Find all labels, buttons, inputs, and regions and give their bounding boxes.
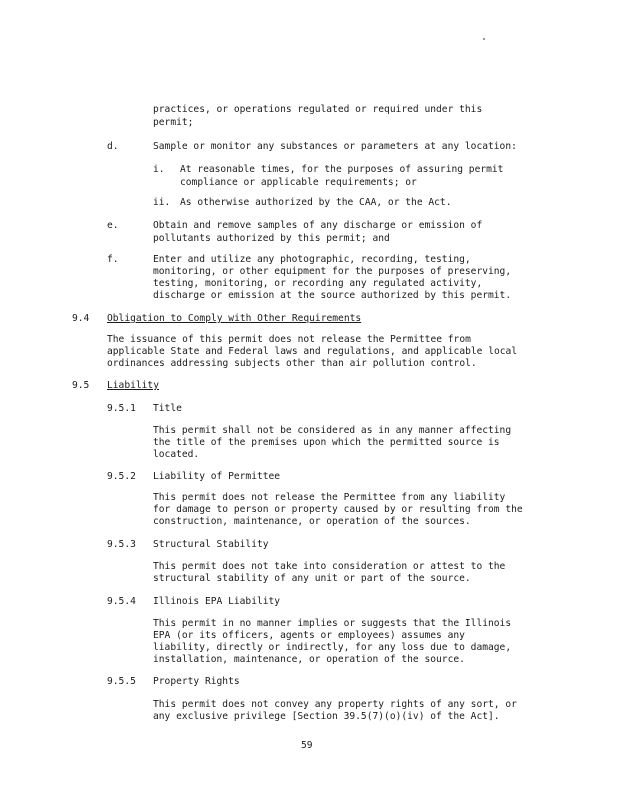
subsection-9-5-4-line-1: This permit in no manner implies or suggests that the Illinois xyxy=(153,618,512,629)
intro-line-1: practices, or operations regulated or required under this xyxy=(153,104,483,115)
item-d-ii-text: As otherwise authorized by the CAA, or the Act. xyxy=(180,197,452,208)
item-f-label: f. xyxy=(107,254,119,265)
item-d-i-label: i. xyxy=(153,164,165,175)
subsection-9-5-5-line-2: any exclusive privilege [Section 39.5(7)(o)(iv) of the Act]. xyxy=(153,711,500,722)
subsection-9-5-4-line-3: liability, directly or indirectly, for any loss due to damage, xyxy=(153,642,512,653)
page-number: 59 xyxy=(301,740,313,751)
subsection-9-5-4-line-4: installation, maintenance, or operation of the source. xyxy=(153,654,465,665)
item-e-line-1: Obtain and remove samples of any discharge or emission of xyxy=(153,220,483,231)
section-9-5-title: Liability xyxy=(107,380,159,391)
item-f-line-4: discharge or emission at the source authorized by this permit. xyxy=(153,290,512,301)
section-9-4-number: 9.4 xyxy=(72,313,90,324)
section-9-5-number: 9.5 xyxy=(72,380,90,391)
item-f-line-3: testing, monitoring, or recording any regulated activity, xyxy=(153,278,483,289)
item-d-ii-label: ii. xyxy=(153,197,171,208)
item-e-label: e. xyxy=(107,220,119,231)
item-f-line-2: monitoring, or other equipment for the purposes of preserving, xyxy=(153,266,512,277)
intro-line-2: permit; xyxy=(153,117,194,128)
subsection-9-5-3-title: Structural Stability xyxy=(153,539,269,550)
subsection-9-5-1-number: 9.5.1 xyxy=(107,403,136,414)
subsection-9-5-2-line-1: This permit does not release the Permittee from any liability xyxy=(153,492,506,503)
section-9-4-title: Obligation to Comply with Other Requirements xyxy=(107,313,362,324)
subsection-9-5-4-number: 9.5.4 xyxy=(107,596,136,607)
section-9-4-line-3: ordinances addressing subjects other than air pollution control. xyxy=(107,358,477,369)
subsection-9-5-2-line-3: construction, maintenance, or operation of the sources. xyxy=(153,516,471,527)
subsection-9-5-3-line-1: This permit does not take into consideration or attest to the xyxy=(153,561,506,572)
subsection-9-5-2-title: Liability of Permittee xyxy=(153,471,281,482)
item-e-line-2: pollutants authorized by this permit; and xyxy=(153,233,390,244)
subsection-9-5-1-title: Title xyxy=(153,403,182,414)
subsection-9-5-1-line-3: located. xyxy=(153,449,200,460)
subsection-9-5-4-line-2: EPA (or its officers, agents or employees) assumes any xyxy=(153,630,465,641)
subsection-9-5-1-line-2: the title of the premises upon which the permitted source is xyxy=(153,437,500,448)
subsection-9-5-2-number: 9.5.2 xyxy=(107,471,136,482)
section-9-4-line-2: applicable State and Federal laws and regulations, and applicable local xyxy=(107,346,518,357)
scan-speck xyxy=(483,38,485,40)
section-9-4-line-1: The issuance of this permit does not release the Permittee from xyxy=(107,334,471,345)
subsection-9-5-2-line-2: for damage to person or property caused by or resulting from the xyxy=(153,504,523,515)
subsection-9-5-5-line-1: This permit does not convey any property rights of any sort, or xyxy=(153,699,517,710)
item-d-i-line-1: At reasonable times, for the purposes of assuring permit xyxy=(180,164,504,175)
item-d-i-line-2: compliance or applicable requirements; or xyxy=(180,177,417,188)
item-f-line-1: Enter and utilize any photographic, recording, testing, xyxy=(153,254,471,265)
subsection-9-5-4-title: Illinois EPA Liability xyxy=(153,596,281,607)
subsection-9-5-3-number: 9.5.3 xyxy=(107,539,136,550)
item-d-label: d. xyxy=(107,141,119,152)
item-d-text: Sample or monitor any substances or parameters at any location: xyxy=(153,141,517,152)
subsection-9-5-1-line-1: This permit shall not be considered as in any manner affecting xyxy=(153,425,512,436)
subsection-9-5-5-title: Property Rights xyxy=(153,676,240,687)
subsection-9-5-5-number: 9.5.5 xyxy=(107,676,136,687)
subsection-9-5-3-line-2: structural stability of any unit or part of the source. xyxy=(153,573,471,584)
